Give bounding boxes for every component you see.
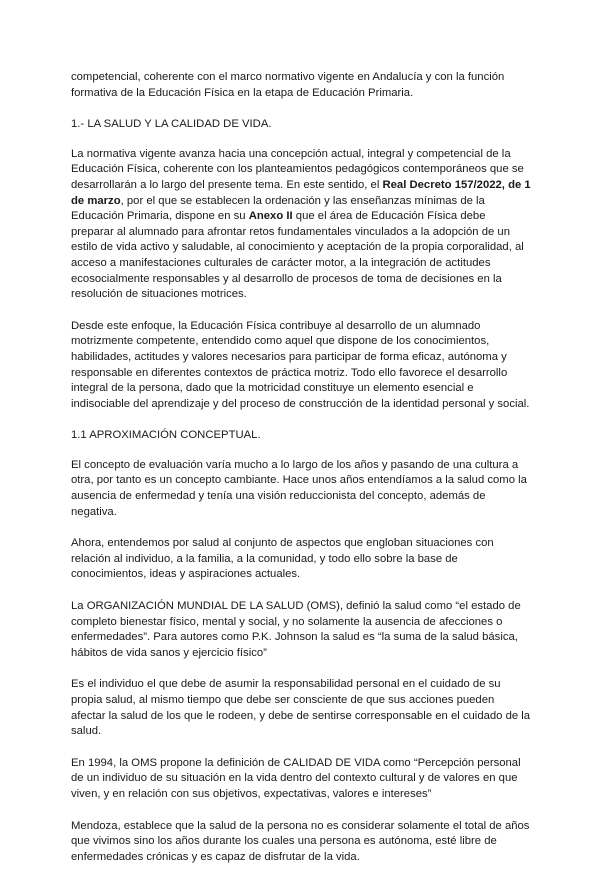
text-run: La normativa vigente avanza hacia una concepción actual, integral y competencial de la Educación Física, coherente con los planteamientos pedagógicos contemporáneos que se desarrollarán a lo largo del presente tema. En este sentido, el — [71, 147, 524, 191]
annex-reference: Anexo II — [248, 210, 293, 223]
health-definition-paragraph: Ahora, entendemos por salud al conjunto de aspectos que engloban situaciones con relación al individuo, a la familia, a la comunidad, y todo ello sobre la base de conocimientos, ideas y aspiraciones actuales. — [71, 537, 494, 581]
concept-paragraph: El concepto de evaluación varía mucho a lo largo de los años y pasando de una cultura a otra, por tanto es un concepto cambiante. Hace unos años entendíamos a la salud como la ausencia de enfermedad y tenía una visión reduccionista del concepto, además de negativa. — [71, 458, 527, 518]
subsection-heading: 1.1 APROXIMACIÓN CONCEPTUAL. — [71, 429, 261, 442]
approach-paragraph: Desde este enfoque, la Educación Física contribuye al desarrollo de un alumnado motrizmente competente, entendido como aquel que dispone de los conocimientos, habilidades, actitudes y valores necesarios para participar de forma eficaz, autónoma y responsable en diferentes contextos de práctica motriz. Todo ello favorece el desarrollo integral de la persona, dado que la motricidad constituye un elemento esencial e indisociable del aprendizaje y del proceso de construcción de la identidad personal y social. — [71, 319, 530, 410]
quality-of-life-paragraph: En 1994, la OMS propone la definición de CALIDAD DE VIDA como “Percepción personal de un individuo de su situación en la vida dentro del contexto cultural y de valores en que viven, y en relación con sus objetivos, expectativas, valores e intereses” — [71, 756, 521, 800]
decree-reference: Real Decreto 157/2022, de 1 de marzo — [71, 178, 531, 207]
intro-paragraph: competencial, coherente con el marco normativo vigente en Andalucía y con la función formativa de la Educación Física en la etapa de Educación Primaria. — [71, 71, 505, 99]
text-run: , por el que se establecen la ordenación y las enseñanzas mínimas de la Educación Primaria, dispone en su — [71, 194, 485, 223]
document-page — [71, 70, 531, 881]
mendoza-paragraph: Mendoza, establece que la salud de la persona no es considerar solamente el total de años que vivimos sino los años durante los cuales una persona es autónoma, esté libre de enfermedades crónicas y es capaz de disfrutar de la vida. — [71, 819, 530, 863]
who-definition-paragraph: La ORGANIZACIÓN MUNDIAL DE LA SALUD (OMS), definió la salud como “el estado de completo bienestar físico, mental y social, y no solamente la ausencia de afecciones o enfermedades”. Para autores como P.K. Johnson la salud es “la suma de la salud básica, hábitos de vida sanos y ejercicio físico” — [71, 600, 521, 659]
text-run: que el área de Educación Física debe preparar al alumnado para afrontar retos fundamentales vinculados a la adopción de un estilo de vida activo y saludable, al conocimiento y aceptación de la propia corporalidad, al acceso a manifestaciones culturales de carácter motor, a la integración de actitudes ecosocialmente responsables y al desarrollo de procesos de toma de decisiones en la resolución de situaciones motrices. — [71, 210, 524, 301]
normative-paragraph — [71, 147, 531, 303]
responsibility-paragraph: Es el individuo el que debe de asumir la responsabilidad personal en el cuidado de su propia salud, al mismo tiempo que debe ser consciente de que sus acciones pueden afectar la salud de los que le rodeen, y debe de sentirse corresponsable en el cuidado de la salud. — [71, 678, 531, 738]
section-heading: 1.- LA SALUD Y LA CALIDAD DE VIDA. — [71, 118, 272, 131]
